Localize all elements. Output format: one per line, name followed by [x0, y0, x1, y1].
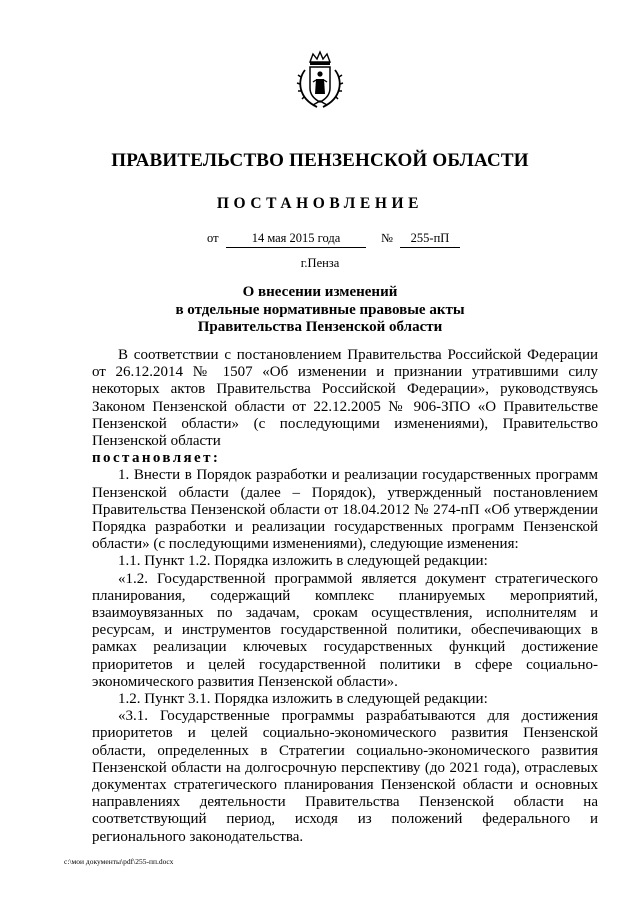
- decree-word-text: постановляет:: [92, 450, 221, 467]
- document-body: [92, 347, 598, 846]
- document-subject: [100, 284, 540, 337]
- organization-title: ПРАВИТЕЛЬСТВО ПЕНЗЕНСКОЙ ОБЛАСТИ: [111, 150, 529, 171]
- body-paragraph: 1.2. Пункт 3.1. Порядка изложить в следующей редакции:: [118, 691, 488, 708]
- subject-line: Правительства Пензенской области: [197, 319, 443, 335]
- document-type: ПОСТАНОВЛЕНИЕ: [216, 195, 424, 212]
- document-date: 14 мая 2015 года: [226, 231, 366, 248]
- body-paragraph: «3.1. Государственные программы разрабатываются для достижения приоритетов и целей социально-экономического развития Пензенской области, определенных в Стратегии социально-экономического развития Пензенской области на долгосрочную перспективу (до 2021 года), отраслевых документах стратегического планирования Пензенской области и основных направлениях деятельности Правительства Пензенской области на соответствующий период, исходя из положений федерального и регионального законодательства.: [92, 708, 598, 845]
- number-prefix: №: [381, 231, 393, 245]
- body-paragraph: «1.2. Государственной программой является документ стратегического планирования, содержащий комплекс планируемых мероприятий, взаимоувязанных по задачам, срокам осуществления, исполнителям и ресурсам, и инструментов государственной политики, обеспечивающих в рамках реализации ключевых государственных функций достижение приоритетов и целей государственной политики в сфере социально-экономического развития Пензенской области».: [92, 570, 598, 690]
- city: г.Пенза: [300, 256, 340, 270]
- body-paragraph: 1. Внести в Порядок разработки и реализации государственных программ Пензенской области (далее – Порядок), утвержденный постановлением Правительства Пензенской области от 18.04.2012 № 274-пП «Об утверждении Порядка разработки и реализации государственных программ Пензенской области» (с последующими изменениями), следующие изменения:: [92, 467, 598, 553]
- subject-line: в отдельные нормативные правовые акты: [175, 301, 465, 318]
- coat-of-arms-icon: [295, 50, 345, 110]
- file-path-footer: c:\мои документы\pdf\255-пп.docx: [64, 857, 174, 866]
- body-paragraph: 1.1. Пункт 1.2. Порядка изложить в следующей редакции:: [118, 553, 488, 570]
- decree-word: [92, 450, 598, 467]
- date-prefix: от: [207, 231, 219, 245]
- body-paragraph: В соответствии с постановлением Правительства Российской Федерации от 26.12.2014 № 1507 «Об изменении и признании утратившими силу некоторых актов Правительства Российской Федерации», руководствуясь Законом Пензенской области от 22.12.2005 № 906-ЗПО «О Правительстве Пензенской области» (с последующими изменениями), Правительство Пензенской области: [92, 347, 598, 450]
- document-number: 255-пП: [400, 231, 460, 248]
- subject-line: О внесении изменений: [242, 284, 398, 300]
